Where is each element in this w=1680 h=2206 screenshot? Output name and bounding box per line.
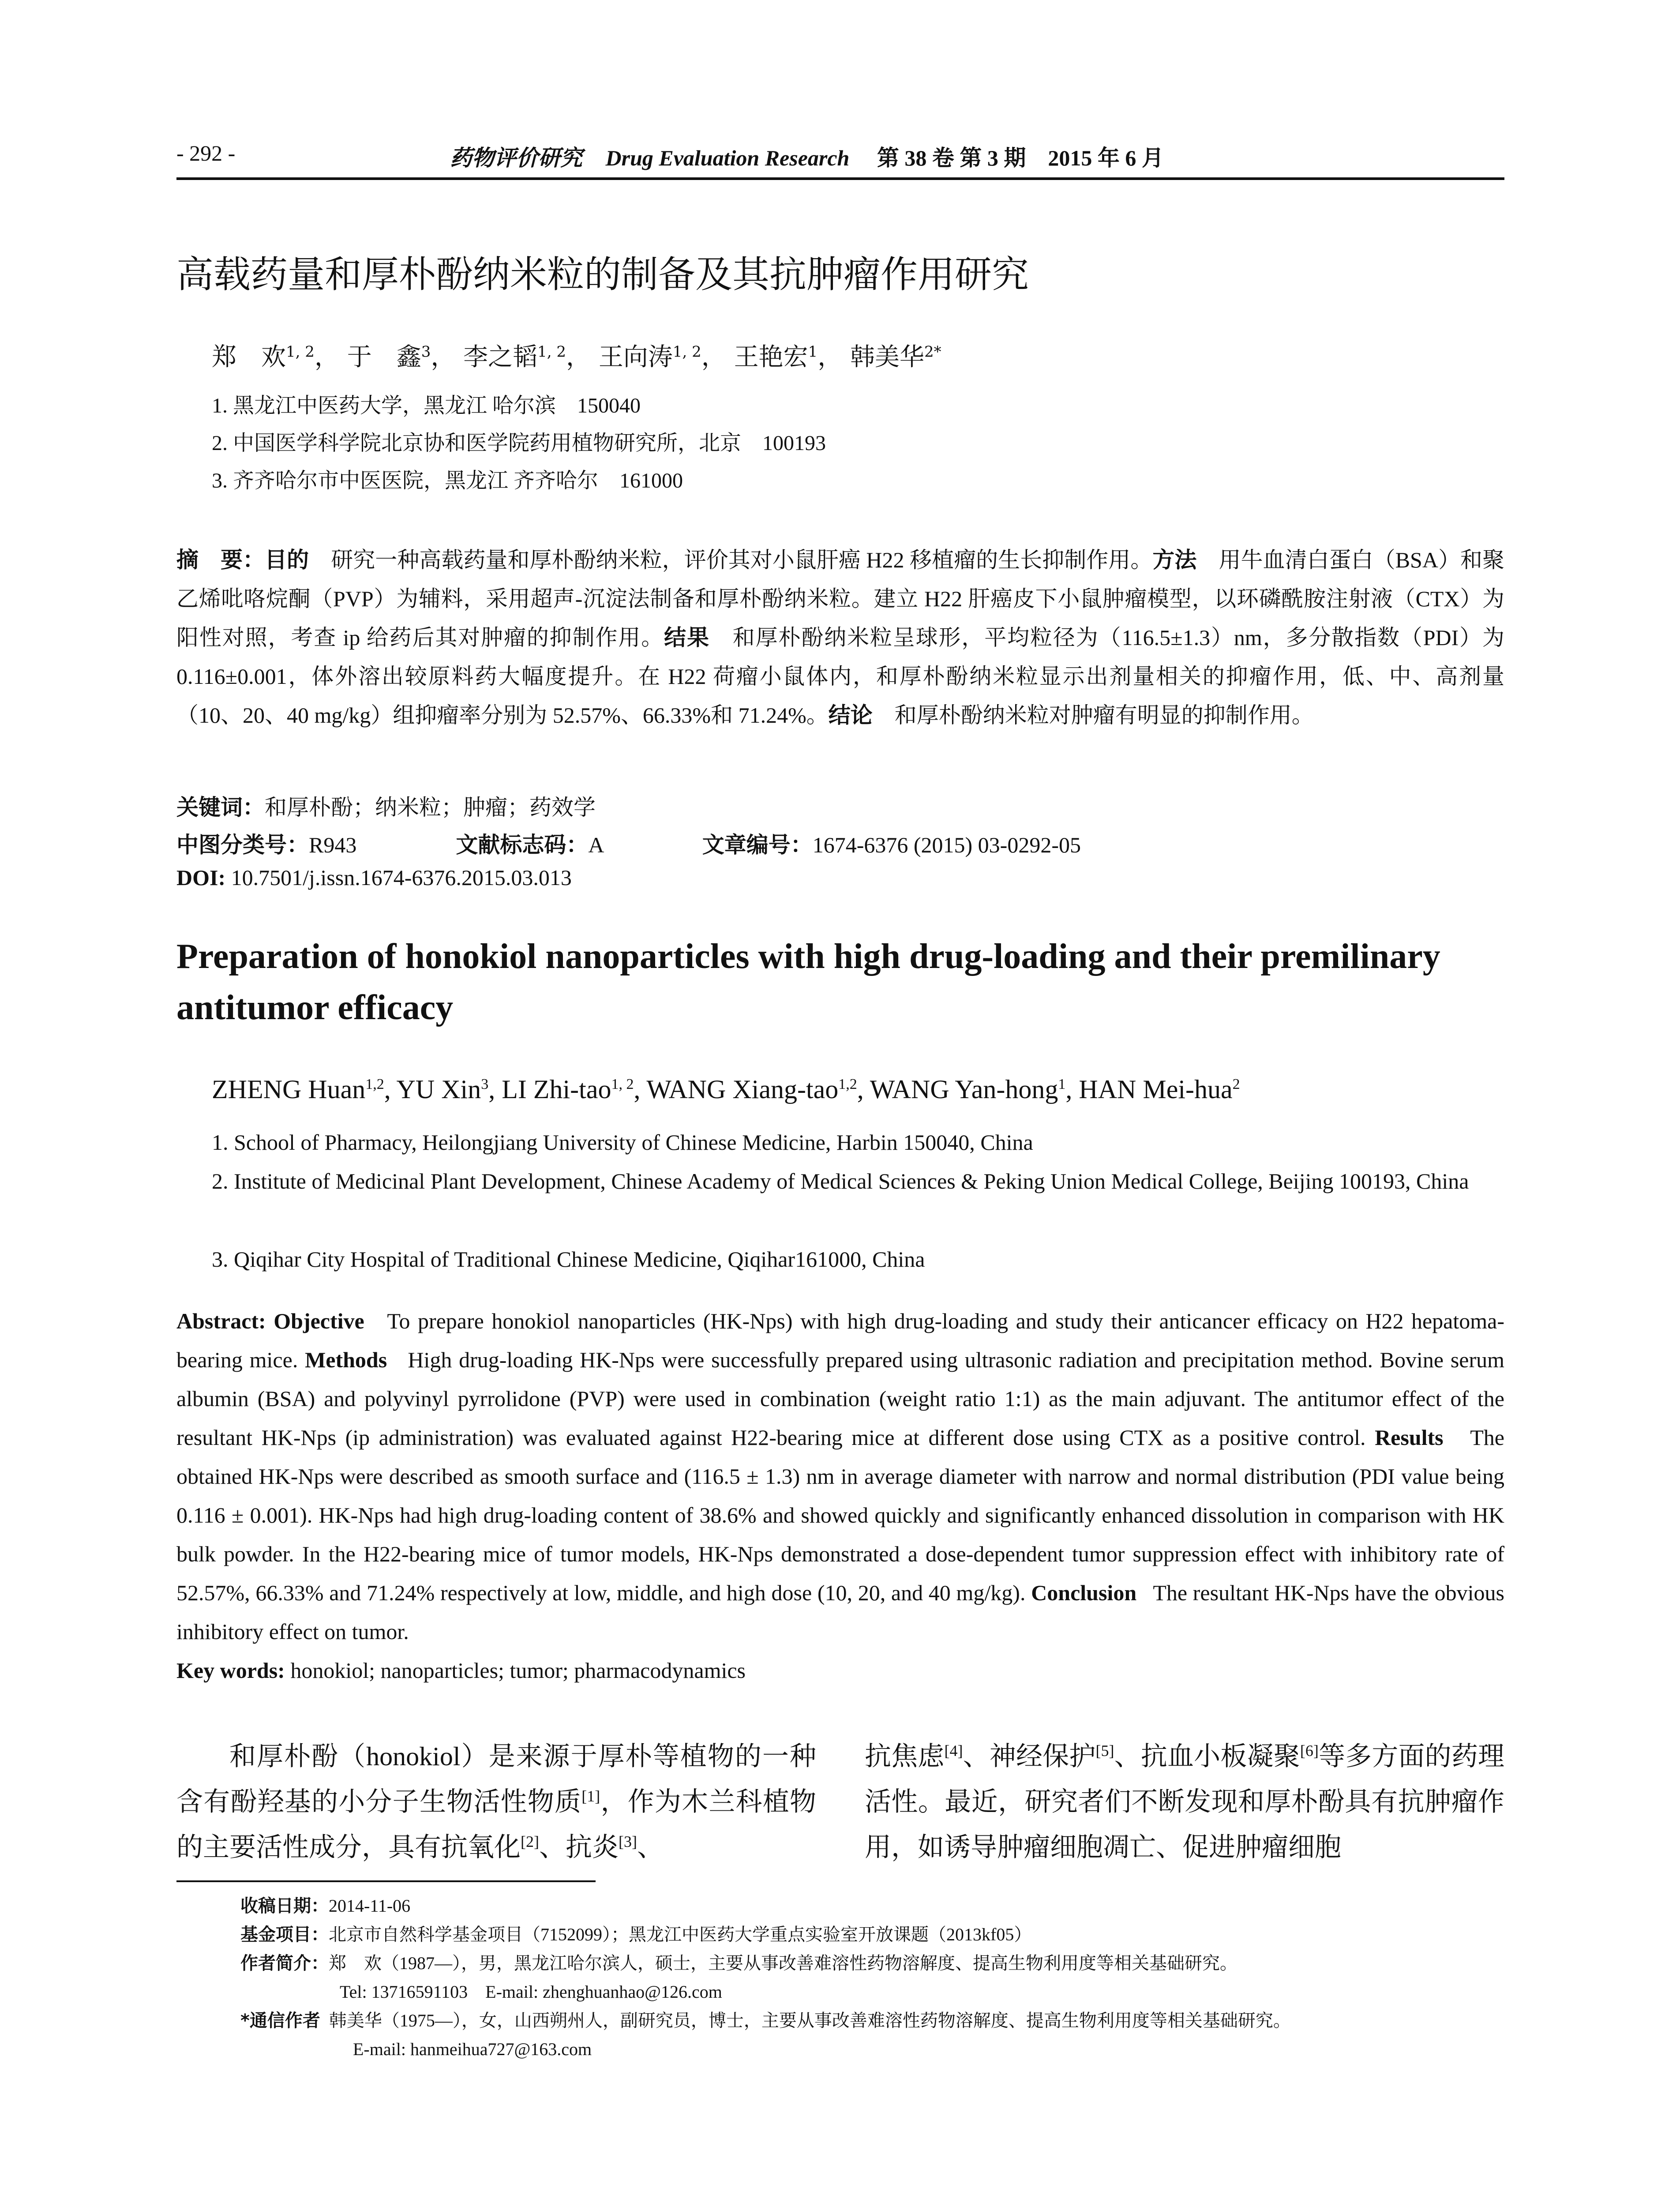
en-affiliation: 1. School of Pharmacy, Heilongjiang University of Chinese Medicine, Harbin 150040, China <box>212 1130 1033 1155</box>
journal-name-en: Drug Evaluation Research <box>605 146 850 170</box>
fn-received <box>240 1893 410 1919</box>
body-text: ，作为木兰科植物的主要活性成分，具有抗氧化 <box>176 1787 817 1862</box>
objective-label: 目的 <box>265 547 309 573</box>
cn-affiliation: 2. 中国医学科学院北京协和医学院药用植物研究所，北京 100193 <box>212 431 826 455</box>
fn-value: 郑 欢（1987—），男，黑龙江哈尔滨人，硕士，主要从事改善难溶性药物溶解度、提高生物利用度等相关基础研究。 <box>329 1953 1238 1973</box>
body-column-left <box>176 1734 816 1870</box>
fn-fund <box>240 1921 1031 1948</box>
body-column-right <box>865 1734 1504 1870</box>
affil-sup: 1, 2 <box>672 343 701 361</box>
en-authors: ZHENG Huan$^{1,2}$, YU Xin$^3$, LI Zhi-tao$^{1, 2}$, WANG Xiang-tao$^{1,2}$, WANG Yan-hong$^1$, HAN Mei-hua$^2$ <box>212 1075 1240 1104</box>
keywords-text: honokiol; nanoparticles; tumor; pharmacodynamics <box>290 1658 746 1683</box>
keywords-label: Key words: <box>176 1658 285 1683</box>
cn-affiliation: 3. 齐齐哈尔市中医医院，黑龙江 齐齐哈尔 161000 <box>212 469 683 492</box>
objective-label: Objective <box>274 1309 364 1333</box>
cn-authors: 郑 欢$^{1, 2}$， 于 鑫$^3$， 李之韬$^{1, 2}$， 王向涛$^{1, 2}$， 王艳宏$^1$， 韩美华$^{2*}$ <box>212 343 941 371</box>
article-no-value: 1674-6376 (2015) 03-0292-05 <box>812 833 1081 857</box>
cn-author: 王向涛 <box>598 343 673 371</box>
cn-author: 李之韬 <box>463 343 538 371</box>
objective-text: 研究一种高载药量和厚朴酚纳米粒，评价其对小鼠肝癌 H22 移植瘤的生长抑制作用。 <box>331 548 1153 572</box>
abstract-label: 摘 要： <box>176 547 265 573</box>
journal-header <box>450 140 1164 172</box>
clc-label: 中图分类号： <box>176 832 309 858</box>
results-label: Results <box>1375 1425 1444 1450</box>
citation[interactable]: [3] <box>618 1833 637 1850</box>
fn-label: 基金项目： <box>240 1925 329 1945</box>
affil-sup: 2 <box>1232 1076 1240 1092</box>
fn-label: 作者简介： <box>240 1953 329 1973</box>
results-label: 结果 <box>664 625 710 650</box>
body-text: 、抗血小板凝聚 <box>1114 1742 1300 1771</box>
methods-label: 方法 <box>1152 547 1197 573</box>
body-text: 、抗炎 <box>539 1833 619 1862</box>
cn-author: 于 鑫 <box>347 343 421 371</box>
affil-sup: 1 <box>808 343 818 361</box>
affil-sup: 1, 2 <box>611 1076 634 1092</box>
doi-label: DOI: <box>176 865 226 890</box>
cn-author: 韩美华 <box>850 343 925 371</box>
conclusion-label: Conclusion <box>1031 1580 1137 1605</box>
page-number: - 292 - <box>176 141 236 165</box>
body-text: 、神经保护 <box>963 1742 1096 1771</box>
doi-value[interactable]: 10.7501/j.issn.1674-6376.2015.03.013 <box>231 865 572 890</box>
conclusion-text: 和厚朴酚纳米粒对肿瘤有明显的抑制作用。 <box>894 703 1314 728</box>
cn-title: 高载药量和厚朴酚纳米粒的制备及其抗肿瘤作用研究 <box>176 253 1029 296</box>
methods-label: Methods <box>305 1347 387 1372</box>
doc-code-value: A <box>588 833 603 857</box>
citation[interactable]: [2] <box>521 1833 539 1850</box>
body-text: 、 <box>637 1833 664 1862</box>
article-no-label: 文章编号： <box>702 832 813 858</box>
fn-author-contact: Tel: 13716591103 E-mail: zhenghuanhao@126.com <box>340 1982 722 2002</box>
clc-value: R943 <box>309 833 357 857</box>
affil-sup: 1,2 <box>365 1076 384 1092</box>
abstract-label: Abstract: <box>176 1309 266 1333</box>
fn-label: *通信作者 <box>240 2011 320 2031</box>
affil-sup: 2* <box>924 343 941 361</box>
cn-author: 郑 欢 <box>212 343 286 371</box>
body-text: 等多方面的药理活性。最近，研究者们不断发现和厚朴酚具有抗肿瘤作用，如诱导肿瘤细胞凋亡、促进肿瘤细胞 <box>865 1742 1505 1862</box>
en-author: LI Zhi-tao <box>502 1075 611 1104</box>
citation[interactable]: [6] <box>1300 1742 1319 1760</box>
affil-sup: 3 <box>481 1076 489 1092</box>
methods-text: 用牛血清白蛋白（BSA）和聚乙烯吡咯烷酮（PVP）为辅料，采用超声-沉淀法制备和厚朴酚纳米粒。建立 H22 肝癌皮下小鼠肿瘤模型，以环磷酰胺注射液（CTX）为阳性对照，考查 ip 给药后其对肿瘤的抑制作用。 <box>176 548 1505 650</box>
en-affiliation <box>212 1162 1504 1201</box>
fn-value: 韩美华（1975—），女，山西朔州人，副研究员，博士，主要从事改善难溶性药物溶解度、提高生物利用度等相关基础研究。 <box>329 2011 1291 2030</box>
fn-author <box>240 1950 1238 1977</box>
cn-abstract <box>176 540 1504 735</box>
fn-value: 2014-11-06 <box>329 1896 411 1916</box>
en-author: YU Xin <box>396 1075 481 1104</box>
en-author: ZHENG Huan <box>212 1075 366 1104</box>
en-author: WANG Xiang-tao <box>646 1075 839 1104</box>
header-rule <box>176 177 1504 180</box>
fn-corr-contact: E-mail: hanmeihua727@163.com <box>353 2039 592 2059</box>
cn-author: 王艳宏 <box>734 343 808 371</box>
issue-info: 第 38 卷 第 3 期 2015 年 6 月 <box>877 146 1164 170</box>
results-text: The obtained HK-Nps were described as smooth surface and (116.5 ± 1.3) nm in average diameter with narrow and normal distribution (PDI value being 0.116 ± 0.001). HK-Nps had high drug-loading content of 38.6% and showed quickly and significantly enhanced dissolution in comparison with HK bulk powder. In the H22-bearing mice of tumor models, HK-Nps demonstrated a dose-dependent tumor suppression effect with inhibitory rate of 52.57%, 66.33% and 71.24% respectively at low, middle, and high dose (10, 20, and 40 mg/kg). <box>176 1425 1504 1605</box>
journal-logo-cn: 药物评价研究 <box>450 145 582 171</box>
running-header <box>176 140 1504 176</box>
affil-sup: 1, 2 <box>537 343 566 361</box>
methods-text: High drug-loading HK-Nps were successfully prepared using ultrasonic radiation and precipitation method. Bovine serum albumin (BSA) and polyvinyl pyrrolidone (PVP) were used in combination (weight ratio 1:1) as the main adjuvant. The antitumor effect of the resultant HK-Nps (ip administration) was evaluated against H22-bearing mice at different dose using CTX as a positive control. <box>176 1347 1505 1450</box>
en-author: HAN Mei-hua <box>1079 1075 1233 1104</box>
results-text: 和厚朴酚纳米粒呈球形，平均粒径为（116.5±1.3）nm，多分散指数（PDI）为 0.116±0.001，体外溶出较原料药大幅度提升。在 H22 荷瘤小鼠体内，和厚朴酚纳米粒显示出剂量相关的抑瘤作用，低、中、高剂量（10、20、40 mg/kg）组抑瘤率分别为 52.57%、66.33%和 71.24%。 <box>176 625 1505 728</box>
affil-sup: 3 <box>421 343 431 361</box>
doi <box>176 865 572 890</box>
objective-text: To prepare honokiol nanoparticles (HK-Nps) with high drug-loading and study their anticancer efficacy on H22 hepatoma-bearing mice. <box>176 1309 1504 1372</box>
affil-sup: 1 <box>1058 1076 1066 1092</box>
fn-label: 收稿日期： <box>240 1896 329 1916</box>
citation[interactable]: [5] <box>1095 1742 1114 1760</box>
body-text: 和厚朴酚（honokiol）是来源于厚朴等植物的一种含有酚羟基的小分子生物活性物质 <box>176 1742 816 1816</box>
conclusion-label: 结论 <box>828 702 873 728</box>
en-author: WANG Yan-hong <box>870 1075 1058 1104</box>
conclusion-text: The resultant HK-Nps have the obvious inhibitory effect on tumor. <box>176 1580 1504 1644</box>
cn-affiliation: 1. 黑龙江中医药大学，黑龙江 哈尔滨 150040 <box>212 394 641 417</box>
cn-classification <box>176 827 1081 859</box>
footnote-rule <box>176 1880 596 1882</box>
en-abstract <box>176 1302 1504 1690</box>
keywords-label: 关键词： <box>176 795 265 820</box>
en-title: Preparation of honokiol nanoparticles with high drug-loading and their premilinary antitumor efficacy <box>176 937 1440 1027</box>
citation[interactable]: [1] <box>581 1787 600 1805</box>
citation[interactable]: [4] <box>944 1742 963 1760</box>
keywords-text: 和厚朴酚；纳米粒；肿瘤；药效学 <box>265 795 596 820</box>
body-text: 抗焦虑 <box>865 1742 945 1771</box>
affil-sup: 1,2 <box>838 1076 857 1092</box>
en-affiliation-text: 2. Institute of Medicinal Plant Development, Chinese Academy of Medical Sciences & Peking Union Medical College, Beijing 100193, China <box>212 1169 1469 1193</box>
fn-value: 北京市自然科学基金项目（7152099）；黑龙江中医药大学重点实验室开放课题（2013kf05） <box>329 1925 1032 1944</box>
fn-corr <box>240 2007 1291 2034</box>
cn-keywords <box>176 790 596 822</box>
doc-code-label: 文献标志码： <box>456 832 589 858</box>
en-affiliation: 3. Qiqihar City Hospital of Traditional Chinese Medicine, Qiqihar161000, China <box>212 1247 925 1272</box>
affil-sup: 1, 2 <box>286 343 315 361</box>
